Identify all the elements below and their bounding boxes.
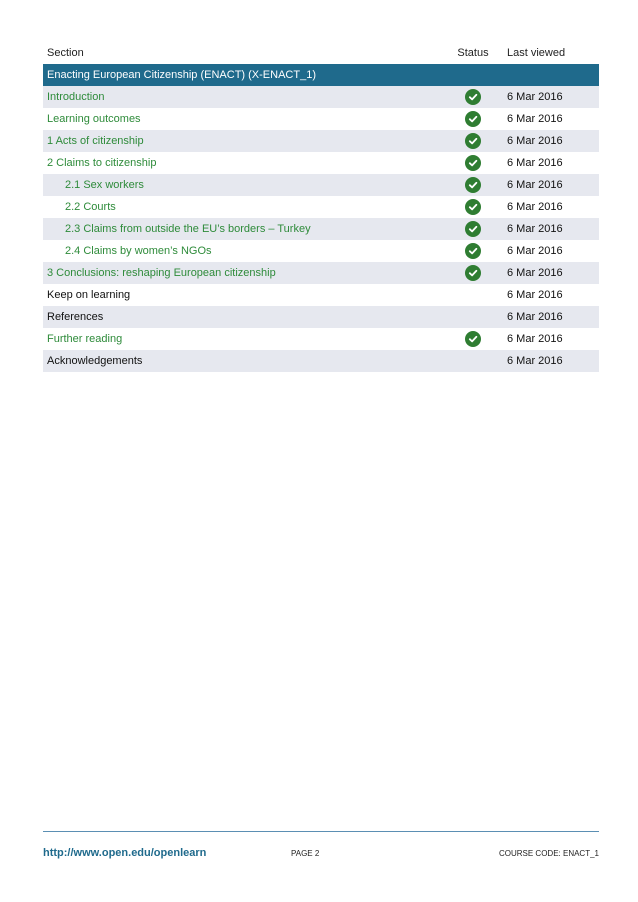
- table-header: [43, 42, 599, 64]
- status-cell: [443, 265, 503, 281]
- last-viewed-date: 6 Mar 2016: [507, 311, 563, 323]
- section-link[interactable]: 2 Claims to citizenship: [47, 157, 157, 169]
- table-row: [43, 240, 599, 262]
- last-viewed-date: 6 Mar 2016: [507, 157, 563, 169]
- last-viewed-date: 6 Mar 2016: [507, 113, 563, 125]
- table-row: [43, 130, 599, 152]
- last-viewed-date: 6 Mar 2016: [507, 289, 563, 301]
- table-row: [43, 108, 599, 130]
- last-viewed-date: 6 Mar 2016: [507, 333, 563, 345]
- status-cell: [443, 89, 503, 105]
- last-viewed-date: 6 Mar 2016: [507, 223, 563, 235]
- section-link[interactable]: 1 Acts of citizenship: [47, 135, 144, 147]
- check-circle-icon: [465, 89, 481, 105]
- section-link[interactable]: 2.1 Sex workers: [65, 179, 144, 191]
- status-cell: [443, 199, 503, 215]
- status-cell: [443, 177, 503, 193]
- check-circle-icon: [465, 111, 481, 127]
- check-circle-icon: [465, 265, 481, 281]
- section-link: References: [47, 311, 104, 323]
- status-cell: [443, 133, 503, 149]
- footer-page-number: PAGE 2: [291, 849, 320, 858]
- table-row: [43, 218, 599, 240]
- footer-url-link[interactable]: http://www.open.edu/openlearn: [43, 847, 207, 859]
- check-circle-icon: [465, 199, 481, 215]
- last-viewed-date: 6 Mar 2016: [507, 201, 563, 213]
- last-viewed-date: 6 Mar 2016: [507, 245, 563, 257]
- header-last-viewed: Last viewed: [507, 47, 566, 59]
- last-viewed-date: 6 Mar 2016: [507, 135, 563, 147]
- status-cell: [443, 155, 503, 171]
- table-row: [43, 284, 599, 306]
- last-viewed-date: 6 Mar 2016: [507, 355, 563, 367]
- check-circle-icon: [465, 243, 481, 259]
- table-row: [43, 306, 599, 328]
- header-section: Section: [47, 47, 84, 59]
- table-row: [43, 152, 599, 174]
- section-link[interactable]: 2.4 Claims by women’s NGOs: [65, 245, 212, 257]
- table-row: [43, 174, 599, 196]
- last-viewed-date: 6 Mar 2016: [507, 267, 563, 279]
- section-link: Keep on learning: [47, 289, 131, 301]
- header-status: Status: [457, 47, 489, 59]
- check-circle-icon: [465, 221, 481, 237]
- status-cell: [443, 243, 503, 259]
- footer-divider: [43, 831, 599, 832]
- progress-table: [43, 42, 599, 372]
- status-cell: [443, 331, 503, 347]
- section-link: Acknowledgements: [47, 355, 143, 367]
- status-cell: [443, 221, 503, 237]
- last-viewed-date: 6 Mar 2016: [507, 91, 563, 103]
- table-row: [43, 350, 599, 372]
- table-row: [43, 86, 599, 108]
- table-row: [43, 262, 599, 284]
- status-cell: [443, 111, 503, 127]
- table-row: [43, 328, 599, 350]
- check-circle-icon: [465, 331, 481, 347]
- check-circle-icon: [465, 155, 481, 171]
- section-link[interactable]: Learning outcomes: [47, 113, 141, 125]
- table-row: [43, 196, 599, 218]
- section-link[interactable]: 3 Conclusions: reshaping European citizenship: [47, 267, 276, 279]
- footer-course-code: COURSE CODE: ENACT_1: [498, 849, 599, 858]
- course-title-row: Enacting European Citizenship (ENACT) (X-ENACT_1): [43, 64, 599, 86]
- section-link[interactable]: 2.3 Claims from outside the EU’s borders – Turkey: [65, 223, 311, 235]
- check-circle-icon: [465, 133, 481, 149]
- table-body: [43, 86, 599, 372]
- section-link[interactable]: Further reading: [47, 333, 123, 345]
- last-viewed-date: 6 Mar 2016: [507, 179, 563, 191]
- section-link[interactable]: 2.2 Courts: [65, 201, 116, 213]
- check-circle-icon: [465, 177, 481, 193]
- section-link[interactable]: Introduction: [47, 91, 105, 103]
